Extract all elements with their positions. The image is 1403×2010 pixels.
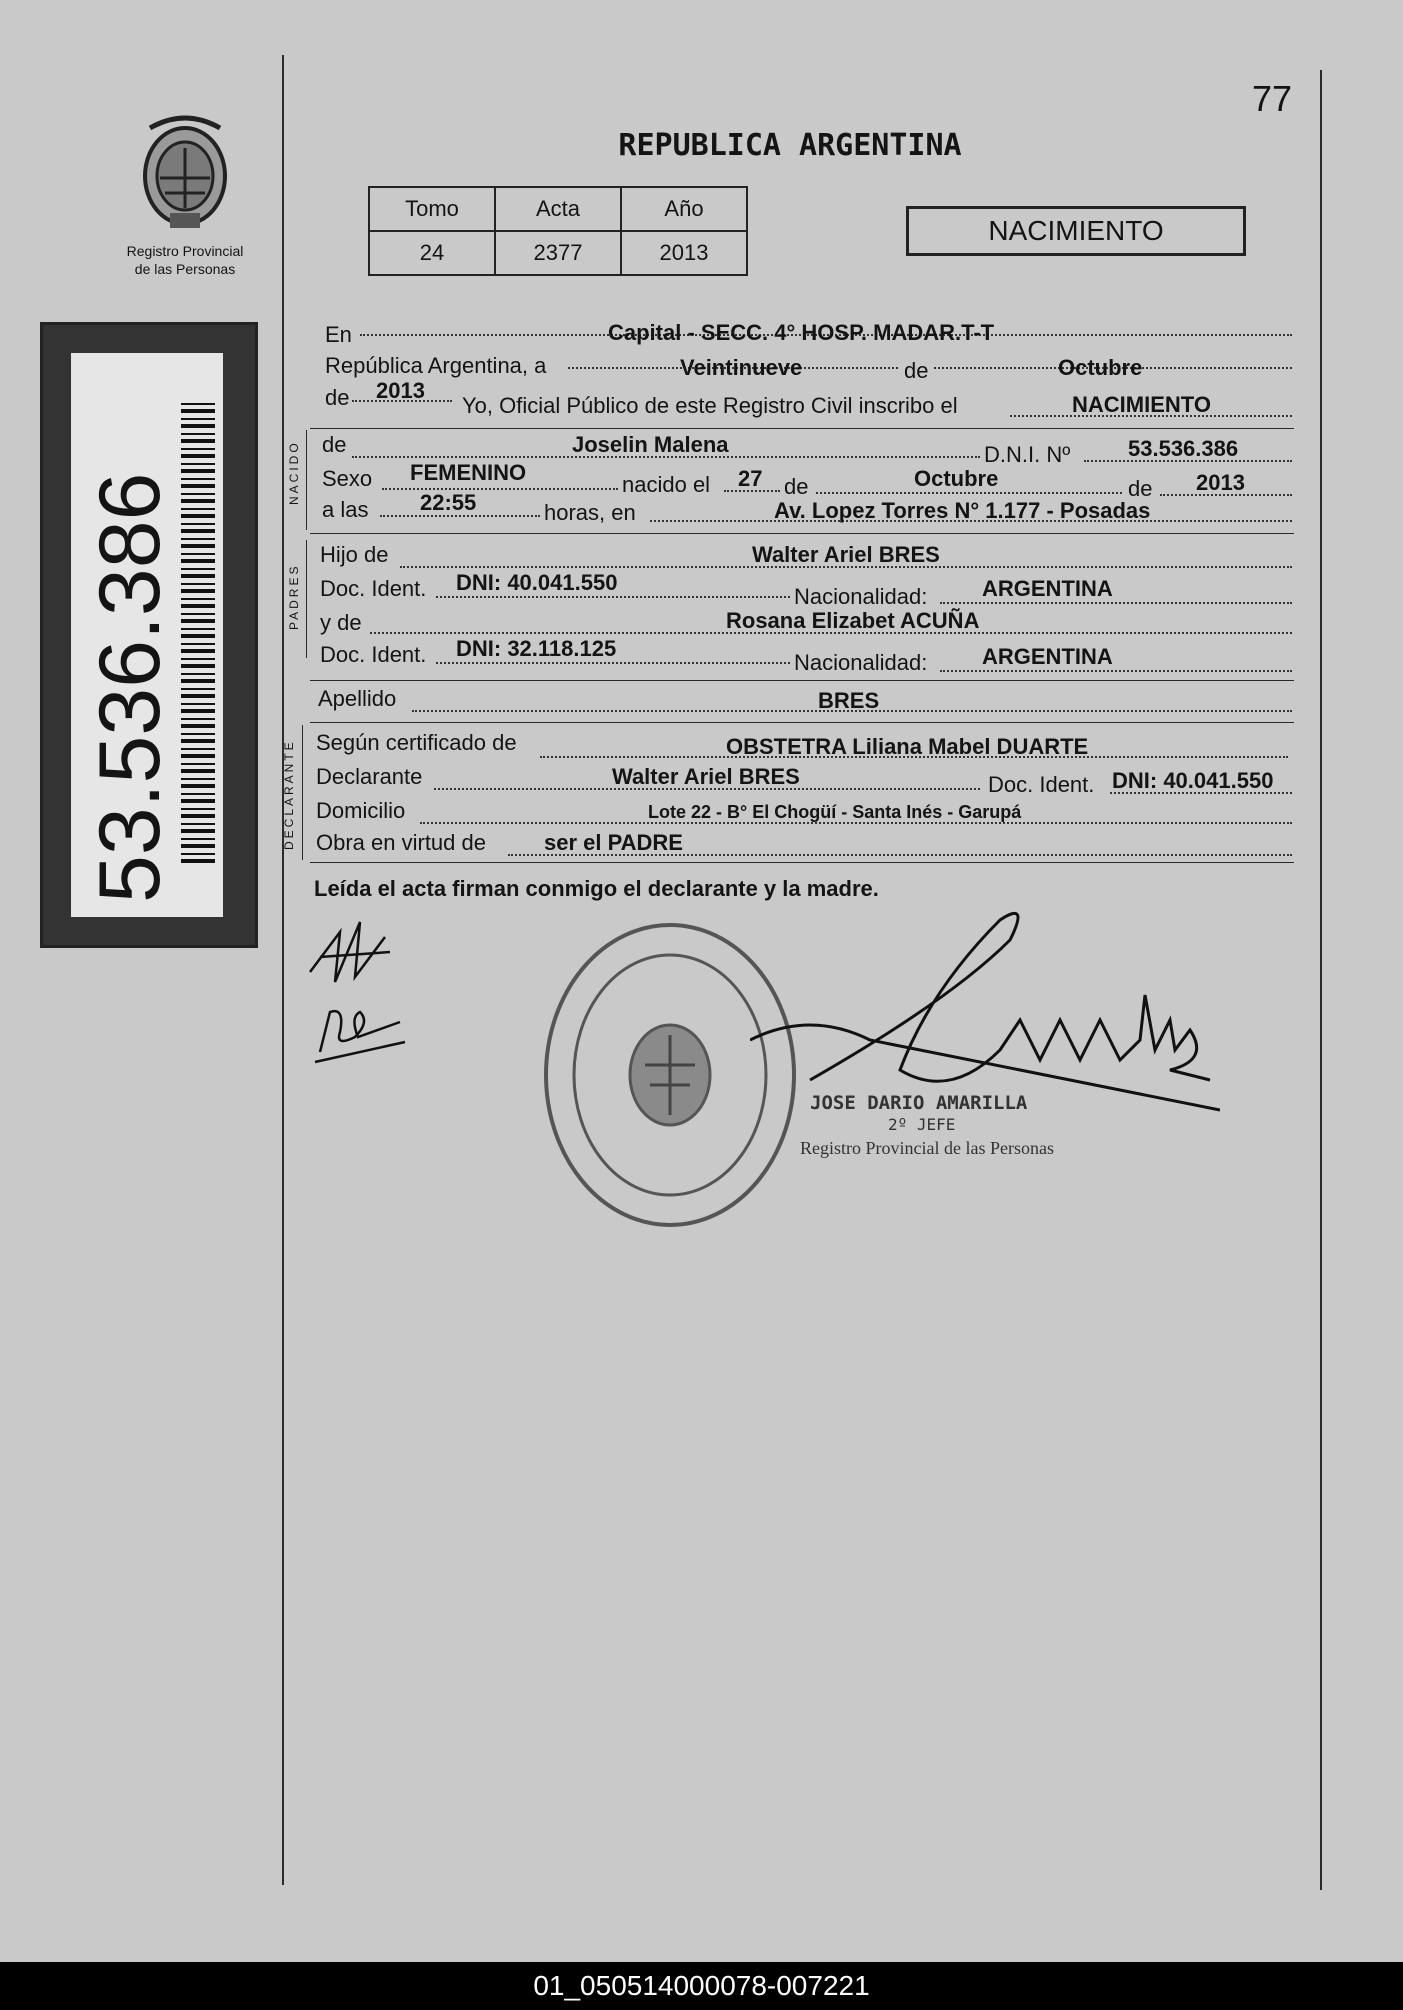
obra-label: Obra en virtud de: [316, 830, 486, 855]
mother-nat-fill: [940, 670, 1292, 672]
country-title: REPUBLICA ARGENTINA: [618, 128, 962, 163]
mother-doc-value: DNI: 32.118.125: [456, 636, 617, 661]
footer-bar: [0, 1962, 1403, 2010]
record-table: [368, 186, 748, 276]
birth-de-label: de: [784, 474, 809, 499]
divider-1: [310, 428, 1294, 429]
section-padres-label: PADRES: [287, 563, 301, 630]
left-frame-line: [282, 55, 284, 1885]
registry-name-line1: Registro Provincial: [126, 243, 244, 259]
acta-value: 2377: [495, 231, 621, 275]
dni-label: D.N.I. Nº: [984, 442, 1071, 467]
birth-month-fill: [816, 492, 1122, 494]
barcode-icon: [181, 403, 215, 863]
closing-text: Leída el acta firman conmigo el declarante y la madre.: [314, 876, 879, 901]
apellido-value: BRES: [818, 688, 880, 713]
sexo-value: FEMENINO: [410, 460, 527, 485]
father-doc-fill: [436, 596, 790, 598]
officer-name: JOSE DARIO AMARILLA: [810, 1092, 1028, 1114]
officer-office: Registro Provincial de las Personas: [800, 1138, 1054, 1158]
acta-header: Acta: [495, 187, 621, 231]
place-value: Capital - SECC. 4° HOSP. MADAR.T-T: [608, 320, 995, 345]
birth-day-value: 27: [738, 466, 763, 491]
tomo-value: 24: [369, 231, 495, 275]
de-label-2: de: [325, 385, 350, 410]
child-dni-value: 53.536.386: [1128, 436, 1239, 461]
republica-label: República Argentina, a: [325, 353, 547, 378]
divider-2: [310, 533, 1294, 534]
section-nacido-label: NACIDO: [287, 440, 301, 505]
record-type-box: NACIMIENTO: [906, 206, 1246, 256]
child-de-label: de: [322, 432, 347, 457]
side-id-number: 53.536.386: [82, 472, 178, 903]
divider-5: [310, 862, 1294, 863]
registry-emblem-icon: [130, 108, 240, 243]
tomo-header: Tomo: [369, 187, 495, 231]
padres-section-line: [306, 540, 307, 658]
father-nat-label: Nacionalidad:: [794, 584, 928, 609]
declarante-value: Walter Ariel BRES: [612, 764, 800, 789]
year-value: 2013: [376, 378, 425, 403]
en-label: En: [325, 322, 352, 347]
father-name-value: Walter Ariel BRES: [752, 542, 940, 567]
birth-de-label-2: de: [1128, 476, 1153, 501]
anio-header: Año: [621, 187, 747, 231]
domicilio-label: Domicilio: [316, 798, 406, 823]
declarant-signature: [300, 912, 420, 1077]
father-nat-fill: [940, 602, 1292, 604]
page-number: 77: [1252, 78, 1293, 119]
record-table-value-row: [369, 231, 747, 275]
hijo-de-label: Hijo de: [320, 542, 389, 567]
yo-text: Yo, Oficial Público de este Registro Civil inscribo el: [462, 393, 958, 418]
birth-place-value: Av. Lopez Torres N° 1.177 - Posadas: [774, 498, 1151, 523]
month-value: Octubre: [1058, 355, 1143, 380]
domicilio-value: Lote 22 - B° El Chogüí - Santa Inés - Garupá: [648, 802, 1022, 822]
father-nat-value: ARGENTINA: [982, 576, 1113, 601]
y-de-label: y de: [320, 610, 362, 635]
declarante-label: Declarante: [316, 764, 423, 789]
horas-label: horas, en: [544, 500, 636, 525]
birth-month-value: Octubre: [914, 466, 999, 491]
cert-label: Según certificado de: [316, 730, 517, 755]
mother-doc-label: Doc. Ident.: [320, 642, 427, 667]
right-frame-line: [1320, 70, 1322, 1890]
mother-nat-label: Nacionalidad:: [794, 650, 928, 675]
obra-value: ser el PADRE: [544, 830, 683, 855]
time-value: 22:55: [420, 490, 477, 515]
sexo-fill: [382, 488, 618, 490]
act-value: NACIMIENTO: [1072, 392, 1211, 417]
nacido-section-line: [306, 430, 307, 530]
officer-title: 2º JEFE: [888, 1115, 956, 1134]
decl-doc-value: DNI: 40.041.550: [1112, 768, 1274, 793]
declarante-section-line: [302, 725, 303, 860]
cert-value: OBSTETRA Liliana Mabel DUARTE: [726, 734, 1089, 759]
mother-name-value: Rosana Elizabet ACUÑA: [726, 608, 980, 633]
birth-year-value: 2013: [1196, 470, 1245, 495]
child-name-value: Joselin Malena: [572, 432, 729, 457]
footer-filename: 01_050514000078-007221: [533, 1970, 870, 2001]
mother-nat-value: ARGENTINA: [982, 644, 1113, 669]
mother-doc-fill: [436, 662, 790, 664]
side-id-inner-panel: [71, 353, 223, 917]
section-declarante-label: DECLARANTE: [282, 739, 296, 850]
nacido-el-label: nacido el: [622, 472, 711, 497]
father-doc-label: Doc. Ident.: [320, 576, 427, 601]
sexo-label: Sexo: [322, 466, 373, 491]
side-id-label: [40, 322, 258, 948]
record-table-header-row: [369, 187, 747, 231]
decl-doc-label: Doc. Ident.: [988, 772, 1095, 797]
divider-3: [310, 680, 1294, 681]
anio-value: 2013: [621, 231, 747, 275]
registry-name-line2: de las Personas: [134, 261, 236, 277]
de-label-1: de: [904, 358, 929, 383]
a-las-label: a las: [322, 497, 369, 522]
father-doc-value: DNI: 40.041.550: [456, 570, 618, 595]
day-words-value: Veintinueve: [680, 355, 803, 380]
apellido-label: Apellido: [318, 686, 397, 711]
divider-4: [310, 722, 1294, 723]
